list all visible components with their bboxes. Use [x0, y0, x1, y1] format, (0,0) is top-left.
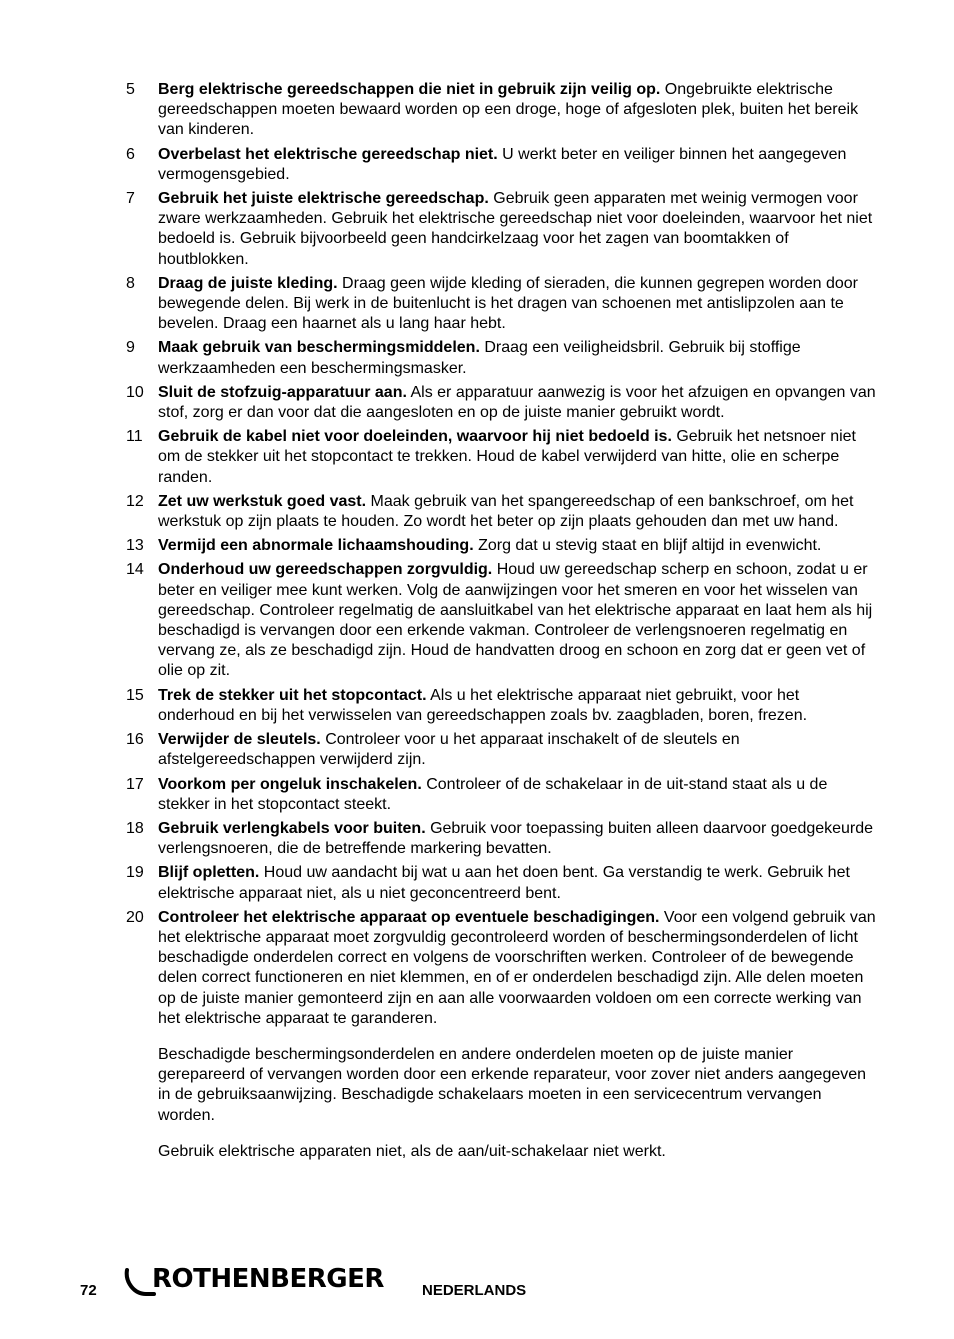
item-text: Gebruik geen apparaten met weinig vermogen voor zware werkzaamheden. Gebruik het elektrische gereedschap niet voor doeleinden, waarvoor het niet bedoeld is. Gebruik bijvoorbeeld geen handcirkelzaag voor het zagen van boomtakken of houtblokken. [158, 190, 873, 268]
item-text: Draag geen wijde kleding of sieraden, die kunnen gegrepen worden door bewegende delen. Bij werk in de buitenlucht is het dragen van schoenen met antislipzolen aan te bevelen. Draag een haarnet als u lang haar hebt. [158, 274, 858, 333]
item-number: 6 [126, 145, 135, 163]
list-item [126, 145, 878, 185]
item-heading: Trek de stekker uit het stopcontact. [158, 686, 427, 704]
item-body [158, 730, 878, 770]
list-item [126, 908, 878, 1029]
item-text: Zorg dat u stevig staat en blijf altijd in evenwicht. [473, 537, 822, 555]
item-number: 16 [126, 731, 144, 749]
item-text: Als u het elektrische apparaat niet gebruikt, voor het onderhoud en bij het verwisselen van gereedschappen zoals bv. zaagbladen, boren, frezen. [158, 686, 808, 724]
item-body [158, 145, 878, 185]
list-item [126, 383, 878, 423]
item-number: 18 [126, 819, 144, 837]
item-number: 7 [126, 190, 135, 208]
item-text: Controleer voor u het apparaat inschakelt of de sleutels en afstelgereedschappen verwijderd zijn. [158, 731, 740, 769]
item-text: Als er apparatuur aanwezig is voor het afzuigen en opvangen van stof, zorg er dan voor dat die aangesloten en op de juiste manier gebruikt wordt. [158, 383, 876, 422]
extra-paragraph: Gebruik elektrische apparaten niet, als de aan/uit-schakelaar niet werkt. [158, 1142, 666, 1160]
item-number: 5 [126, 81, 135, 98]
item-number: 9 [126, 339, 135, 357]
list-item [126, 686, 878, 726]
list-item [126, 819, 878, 859]
list-item [126, 427, 878, 488]
item-heading: Draag de juiste kleding. [158, 274, 338, 292]
instruction-list [126, 80, 878, 1166]
item-text: Controleer of de schakelaar in de uit-stand staat als u de stekker in het stopcontact steekt. [158, 775, 828, 813]
item-body [158, 863, 878, 903]
item-body [158, 492, 878, 532]
list-item [126, 189, 878, 270]
item-text: Maak gebruik van het spangereedschap of een bankschroef, om het werkstuk op zijn plaats te houden. Zo wordt het beter op zijn plaats gehouden dan met uw hand. [158, 492, 854, 531]
item-heading: Zet uw werkstuk goed vast. [158, 492, 367, 510]
item-number: 11 [126, 428, 143, 446]
brand-logo [124, 1264, 384, 1300]
item-text: Voor een volgend gebruik van het elektrische apparaat moet zorgvuldig gecontroleerd worden of beschermingsonderdelen of licht beschadigde onderdelen correct en volgens de voorschriften werken. Controleer of de bewegende delen correct functioneren en niet klemmen, en of er onderdelen beschadigd zijn. Alle delen moeten op de juiste manier gemonteerd zijn en aan alle voorwaarden voldoen om een correcte werking van het elektrische apparaat te garanderen. [158, 908, 876, 1027]
list-item [126, 560, 878, 681]
item-number: 20 [126, 908, 144, 926]
item-body [158, 536, 878, 556]
item-heading: Onderhoud uw gereedschappen zorgvuldig. [158, 561, 493, 579]
item-number: 13 [126, 537, 144, 555]
item-heading: Controleer het elektrische apparaat op eventuele beschadigingen. [158, 908, 660, 926]
list-item [126, 730, 878, 770]
item-heading: Overbelast het elektrische gereedschap niet. [158, 145, 498, 163]
item-body [158, 189, 878, 270]
item-heading: Blijf opletten. [158, 864, 260, 882]
item-heading: Voorkom per ongeluk inschakelen. [158, 775, 422, 793]
item-heading: Maak gebruik van beschermingsmiddelen. [158, 339, 480, 357]
page-footer [0, 1262, 954, 1312]
item-body [158, 427, 878, 488]
item-number: 17 [126, 775, 144, 793]
item-number: 10 [126, 383, 144, 401]
page-number: 72 [80, 1282, 97, 1299]
item-text: Houd uw aandacht bij wat u aan het doen bent. Ga verstandig te werk. Gebruik het elektrische apparaat niet, als u niet geconcentreerd bent. [158, 864, 850, 902]
list-item [126, 492, 878, 532]
item-text: Gebruik het netsnoer niet om de stekker uit het stopcontact te trekken. Houd de kabel verwijderd van hitte, olie en scherpe randen. [158, 428, 856, 486]
item-heading: Gebruik verlengkabels voor buiten. [158, 819, 426, 837]
item-number: 19 [126, 864, 144, 882]
extra-paragraph: Beschadigde beschermingsonderdelen en andere onderdelen moeten op de juiste manier gerepareerd of vervangen worden door een erkende reparateur, voor zover niet anders aangegeven in de gebruiksaanwijzing. Beschadigde schakelaars moeten in een servicecentrum vervangen worden. [158, 1045, 867, 1124]
language-label: NEDERLANDS [422, 1282, 527, 1299]
item-number: 12 [126, 492, 144, 510]
item-heading: Gebruik het juiste elektrische gereedschap. [158, 190, 489, 208]
item-text: Houd uw gereedschap scherp en schoon, zodat u er beter en veiliger mee kunt werken. Volg de aanwijzingen voor het smeren en voor het wisselen van gereedschap. Controleer regelmatig de aansluitkabel van het elektrische apparaat en laat hem als hij beschadigd is vervangen door een erkende vakman. Controleer de verlengsnoeren regelmatig en vervang ze, als ze beschadigd zijn. Houd de handvatten droog en schoon en zorg dat er geen vet of olie op zit. [158, 561, 873, 680]
item-body [158, 274, 878, 335]
list-item [126, 338, 878, 378]
item-heading: Vermijd een abnormale lichaamshouding. [158, 537, 474, 555]
brand-name: ROTHENBERGER [152, 1264, 384, 1294]
list-item [126, 274, 878, 335]
item-text: Ongebruikte elektrische gereedschappen moeten bewaard worden op een droge, hoge of afgesloten plek, buiten het bereik van kinderen. [158, 81, 859, 139]
item-number: 8 [126, 274, 135, 292]
list-item [126, 536, 878, 556]
item-text: Draag een veiligheidsbril. Gebruik bij stoffige werkzaamheden een beschermingsmasker. [158, 339, 801, 377]
list-item [126, 775, 878, 815]
item-text: Gebruik voor toepassing buiten alleen daarvoor goedgekeurde verlengsnoeren, die de betreffende markering bevatten. [158, 819, 874, 858]
item-body [158, 338, 878, 378]
item-text: U werkt beter en veiliger binnen het aangegeven vermogensgebied. [158, 145, 847, 183]
item-number: 15 [126, 686, 144, 704]
item-heading: Verwijder de sleutels. [158, 731, 321, 749]
item-body [158, 819, 878, 859]
item-heading: Berg elektrische gereedschappen die niet in gebruik zijn veilig op. [158, 81, 661, 98]
list-item [126, 863, 878, 903]
item-body [158, 80, 878, 141]
item-body [158, 383, 878, 423]
item-body [158, 560, 878, 681]
item-body [158, 686, 878, 726]
item-body [158, 908, 878, 1029]
list-item [126, 80, 878, 141]
item-heading: Gebruik de kabel niet voor doeleinden, waarvoor hij niet bedoeld is. [158, 428, 672, 446]
item-heading: Sluit de stofzuig-apparatuur aan. [158, 383, 407, 401]
item-number: 14 [126, 561, 144, 579]
item-body [158, 775, 878, 815]
